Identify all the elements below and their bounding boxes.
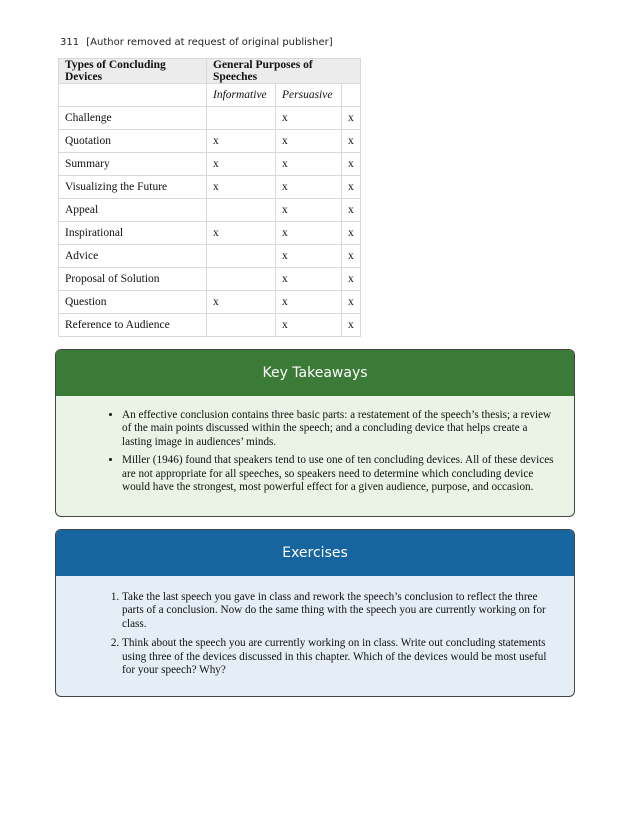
device-cell: Quotation (59, 130, 207, 153)
persuasive-cell: x (276, 107, 342, 130)
device-cell: Visualizing the Future (59, 176, 207, 199)
table-row (59, 314, 361, 337)
header-text: [Author removed at request of original publisher] (86, 37, 333, 48)
table-row (59, 176, 361, 199)
device-cell: Challenge (59, 107, 207, 130)
persuasive-cell: x (276, 176, 342, 199)
device-cell: Inspirational (59, 222, 207, 245)
key-takeaways-title: Key Takeaways (56, 350, 574, 396)
table-row (59, 199, 361, 222)
persuasive-cell: x (276, 199, 342, 222)
device-cell: Appeal (59, 199, 207, 222)
key-takeaways-box (56, 350, 574, 516)
device-cell: Advice (59, 245, 207, 268)
persuasive-cell: x (276, 153, 342, 176)
page-number: 311 (60, 37, 80, 48)
exercises-list (56, 576, 574, 677)
extra-cell: x (342, 268, 361, 291)
table-row (59, 107, 361, 130)
device-cell: Question (59, 291, 207, 314)
informative-cell: x (207, 222, 276, 245)
device-cell: Proposal of Solution (59, 268, 207, 291)
extra-cell: x (342, 291, 361, 314)
informative-cell (207, 268, 276, 291)
key-takeaway-item: • An effective conclusion contains three basic parts: a restatement of the speech’s thesis; a review of the main points discussed within the speech; and a concluding device that helps create a lasting image in audiences’ minds. (122, 409, 556, 449)
table-row (59, 268, 361, 291)
exercises-title: Exercises (56, 530, 574, 576)
subheader-persuasive: Persuasive (276, 84, 342, 107)
subheader-empty-cell (59, 84, 207, 107)
table-row (59, 291, 361, 314)
table-row (59, 130, 361, 153)
device-cell: Summary (59, 153, 207, 176)
table-header-row (59, 59, 361, 84)
table-row (59, 245, 361, 268)
subheader-informative: Informative (207, 84, 276, 107)
concluding-devices-table (58, 58, 361, 337)
exercises-box (56, 530, 574, 696)
extra-cell: x (342, 199, 361, 222)
persuasive-cell: x (276, 245, 342, 268)
extra-cell: x (342, 245, 361, 268)
extra-cell: x (342, 222, 361, 245)
table-row (59, 222, 361, 245)
persuasive-cell: x (276, 268, 342, 291)
extra-cell: x (342, 107, 361, 130)
informative-cell: x (207, 291, 276, 314)
page-header (60, 37, 333, 48)
persuasive-cell: x (276, 130, 342, 153)
extra-cell: x (342, 314, 361, 337)
device-cell: Reference to Audience (59, 314, 207, 337)
informative-cell (207, 245, 276, 268)
subheader-extra-cell (342, 84, 361, 107)
key-takeaways-list (56, 396, 574, 494)
column-header-purposes: General Purposes of Speeches (207, 59, 361, 84)
key-takeaway-item: • Miller (1946) found that speakers tend to use one of ten concluding devices. All of these devices are not appropriate for all speeches, so speakers need to determine which concluding device would have the strongest, most powerful effect for a given audience, purpose, and occasion. (122, 454, 556, 494)
exercise-item: 2. Think about the speech you are currently working on in class. Write out concluding statements using three of the devices discussed in this chapter. Which of the devices would be most useful for your speech? Why? (122, 637, 556, 677)
extra-cell: x (342, 130, 361, 153)
extra-cell: x (342, 176, 361, 199)
column-header-devices: Types of Concluding Devices (59, 59, 207, 84)
informative-cell: x (207, 153, 276, 176)
informative-cell (207, 199, 276, 222)
exercise-item: 1. Take the last speech you gave in class and rework the speech’s conclusion to reflect the three parts of a conclusion. Now do the same thing with the speech you are currently working on for class. (122, 591, 556, 631)
persuasive-cell: x (276, 314, 342, 337)
persuasive-cell: x (276, 222, 342, 245)
informative-cell: x (207, 130, 276, 153)
persuasive-cell: x (276, 291, 342, 314)
informative-cell: x (207, 176, 276, 199)
extra-cell: x (342, 153, 361, 176)
table-row (59, 153, 361, 176)
informative-cell (207, 314, 276, 337)
informative-cell (207, 107, 276, 130)
table-subheader-row (59, 84, 361, 107)
